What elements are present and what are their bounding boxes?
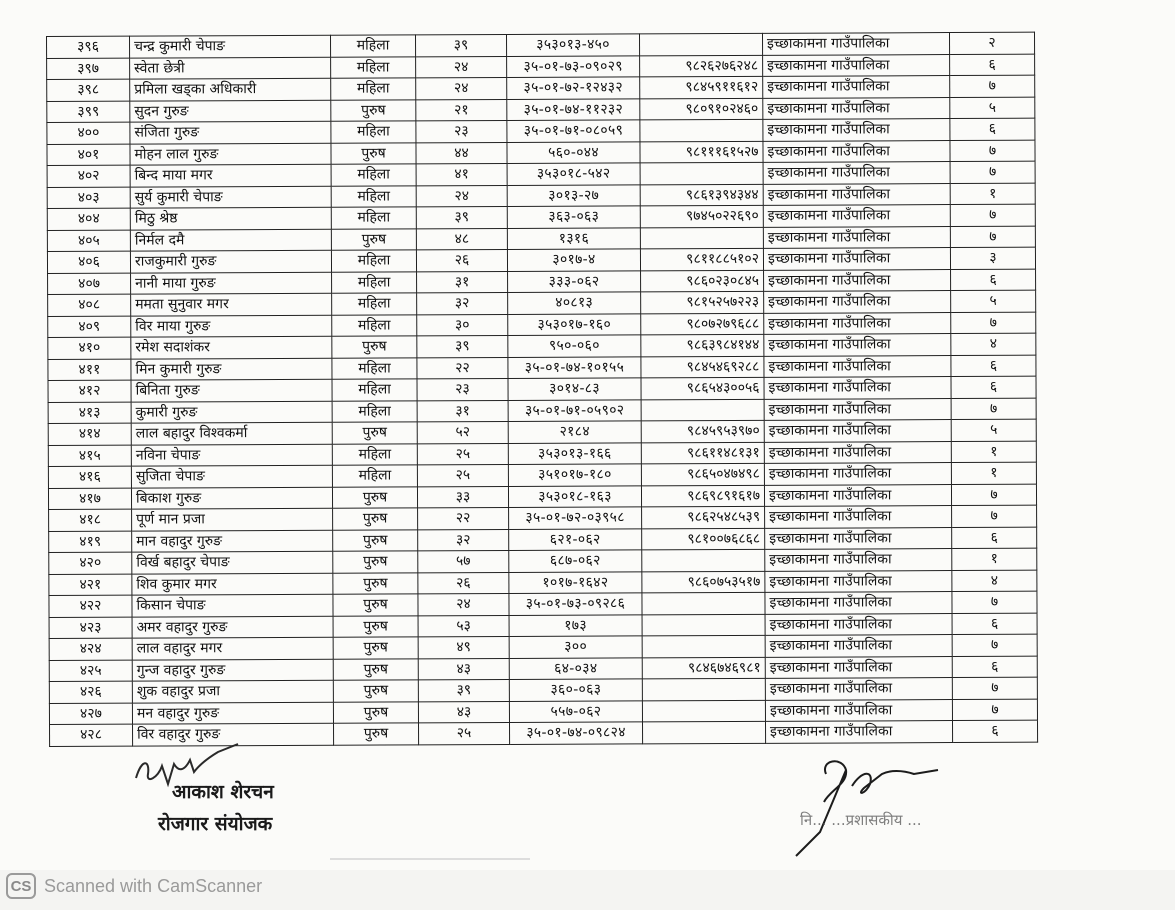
age-cell: ३० <box>417 314 508 336</box>
serial-number-cell: ४११ <box>48 359 131 381</box>
citizenship-number-cell: १३१६ <box>507 227 640 249</box>
phone-cell <box>640 119 763 141</box>
citizenship-number-cell: ३५३०१३-१६६ <box>508 442 641 464</box>
age-cell: २४ <box>416 185 507 207</box>
citizenship-number-cell: ५६०-०४४ <box>507 141 640 163</box>
municipality-cell: इच्छाकामना गाउँपालिका <box>765 678 952 700</box>
municipality-cell: इच्छाकामना गाउँपालिका <box>763 162 950 184</box>
age-cell: २५ <box>419 722 510 744</box>
ward-cell: ७ <box>950 140 1035 162</box>
age-cell: ५३ <box>418 615 509 637</box>
age-cell: ४३ <box>418 658 509 680</box>
camscanner-text: Scanned with CamScanner <box>44 875 263 896</box>
age-cell: ३३ <box>417 486 508 508</box>
name-cell: ममता सुनुवार मगर <box>131 293 332 315</box>
ward-cell: ७ <box>951 312 1036 334</box>
phone-cell: ९८६५०४७४९८ <box>641 463 764 485</box>
phone-cell: ९८६१३९४३४४ <box>640 184 763 206</box>
municipality-cell: इच्छाकामना गाउँपालिका <box>763 140 950 162</box>
citizenship-number-cell: ९५०-०६० <box>508 335 641 357</box>
gender-cell: पुरुष <box>334 723 419 745</box>
phone-cell <box>642 635 765 657</box>
name-cell: किसान चेपाङ <box>132 594 333 616</box>
name-cell: नानी माया गुरुङ <box>131 272 332 294</box>
age-cell: ४९ <box>418 636 509 658</box>
municipality-cell: इच्छाकामना गाउँपालिका <box>763 76 950 98</box>
ward-cell: ४ <box>952 570 1037 592</box>
gender-cell: पुरुष <box>333 658 418 680</box>
phone-cell: ९८६५४३००५६ <box>641 377 764 399</box>
name-cell: निर्मल दमै <box>130 229 331 251</box>
gender-cell: महिला <box>332 293 417 315</box>
age-cell: ५७ <box>418 550 509 572</box>
serial-number-cell: ४१४ <box>48 423 131 445</box>
citizenship-number-cell: ३५३०१८-५४२ <box>507 163 640 185</box>
ward-cell: ६ <box>952 656 1037 678</box>
name-cell: रमेश सदाशंकर <box>131 336 332 358</box>
municipality-cell: इच्छाकामना गाउँपालिका <box>764 355 951 377</box>
municipality-cell: इच्छाकामना गाउँपालिका <box>765 699 952 721</box>
citizenship-number-cell: ३६३-०६३ <box>507 206 640 228</box>
ward-cell: ७ <box>950 204 1035 226</box>
citizenship-number-cell: ३०० <box>509 636 642 658</box>
gender-cell: पुरुष <box>333 572 418 594</box>
ward-cell: ७ <box>950 75 1035 97</box>
citizenship-number-cell: ३५-०१-७४-०९८२४ <box>509 722 642 744</box>
phone-cell <box>642 678 765 700</box>
municipality-cell: इच्छाकामना गाउँपालिका <box>765 635 952 657</box>
serial-number-cell: ४०४ <box>47 208 130 230</box>
age-cell: ४३ <box>418 701 509 723</box>
ward-cell: ७ <box>950 226 1035 248</box>
name-cell: बिकाश गुरुङ <box>131 487 332 509</box>
phone-cell: ९८११८८५१०२ <box>640 248 763 270</box>
gender-cell: महिला <box>332 357 417 379</box>
name-cell: बिनिता गुरुङ <box>131 379 332 401</box>
municipality-cell: इच्छाकामना गाउँपालिका <box>763 54 950 76</box>
serial-number-cell: ४०६ <box>47 251 130 273</box>
name-cell: गुन्ज वहादुर गुरुङ <box>132 659 333 681</box>
gender-cell: पुरुष <box>333 701 418 723</box>
phone-cell: ९८६२५४८५३९ <box>642 506 765 528</box>
ward-cell: ६ <box>951 269 1036 291</box>
serial-number-cell: ४०१ <box>47 144 130 166</box>
age-cell: २६ <box>418 572 509 594</box>
citizenship-number-cell: ६८७-०६२ <box>509 550 642 572</box>
serial-number-cell: ४१३ <box>48 402 131 424</box>
phone-cell: ९८४५९५३९७० <box>641 420 764 442</box>
municipality-cell: इच्छाकामना गाउँपालिका <box>765 527 952 549</box>
phone-cell: ९८०७२७९६८८ <box>641 313 764 335</box>
serial-number-cell: ४२३ <box>49 617 132 639</box>
name-cell: चन्द्र कुमारी चेपाङ <box>130 35 331 57</box>
age-cell: २३ <box>416 120 507 142</box>
serial-number-cell: ३९६ <box>47 36 130 58</box>
phone-cell: ९८४५४६९२८८ <box>641 356 764 378</box>
ward-cell: ५ <box>951 419 1036 441</box>
age-cell: ३१ <box>417 271 508 293</box>
age-cell: ३९ <box>415 34 506 56</box>
age-cell: ३२ <box>418 529 509 551</box>
serial-number-cell: ४०८ <box>48 294 131 316</box>
camscanner-watermark <box>6 872 262 900</box>
gender-cell: पुरुष <box>333 508 418 530</box>
name-cell: नविना चेपाङ <box>131 444 332 466</box>
serial-number-cell: ४२४ <box>49 638 132 660</box>
phone-cell: ९८६०७५३५१७ <box>642 571 765 593</box>
age-cell: २२ <box>417 357 508 379</box>
serial-number-cell: ४१९ <box>49 531 132 553</box>
serial-number-cell: ४१२ <box>48 380 131 402</box>
citizenship-number-cell: ३५१०१७-१८० <box>508 464 641 486</box>
signatory-name: आकाश शेरचन <box>172 781 274 803</box>
serial-number-cell: ४१५ <box>48 445 131 467</box>
gender-cell: महिला <box>332 271 417 293</box>
age-cell: ५२ <box>417 421 508 443</box>
municipality-cell: इच्छाकामना गाउँपालिका <box>763 205 950 227</box>
serial-number-cell: ३९७ <box>47 58 130 80</box>
gender-cell: पुरुष <box>332 486 417 508</box>
municipality-cell: इच्छाकामना गाउँपालिका <box>762 33 949 55</box>
ward-cell: ६ <box>951 355 1036 377</box>
serial-number-cell: ४०५ <box>47 230 130 252</box>
age-cell: २५ <box>417 464 508 486</box>
serial-number-cell: ४०३ <box>47 187 130 209</box>
roster-body <box>47 32 1038 746</box>
ward-cell: ३ <box>950 247 1035 269</box>
serial-number-cell: ४१० <box>48 337 131 359</box>
name-cell: सुजिता चेपाङ <box>131 465 332 487</box>
municipality-cell: इच्छाकामना गाउँपालिका <box>764 377 951 399</box>
age-cell: २४ <box>416 77 507 99</box>
municipality-cell: इच्छाकामना गाउँपालिका <box>764 441 951 463</box>
municipality-cell: इच्छाकामना गाउँपालिका <box>764 463 951 485</box>
ward-cell: ५ <box>951 290 1036 312</box>
municipality-cell: इच्छाकामना गाउँपालिका <box>764 291 951 313</box>
name-cell: मान वहादुर गुरुङ <box>132 530 333 552</box>
serial-number-cell: ४०० <box>47 122 130 144</box>
phone-cell <box>640 227 763 249</box>
municipality-cell: इच्छाकामना गाउँपालिका <box>763 183 950 205</box>
gender-cell: पुरुष <box>333 680 418 702</box>
age-cell: ४८ <box>416 228 507 250</box>
municipality-cell: इच्छाकामना गाउँपालिका <box>763 97 950 119</box>
citizenship-number-cell: ३५-०१-७३-०९०२९ <box>507 55 640 77</box>
name-cell: राजकुमारी गुरुङ <box>130 250 331 272</box>
citizenship-number-cell: ६२१-०६२ <box>509 528 642 550</box>
serial-number-cell: ४२० <box>49 552 132 574</box>
name-cell: विर माया गुरुङ <box>131 315 332 337</box>
municipality-cell: इच्छाकामना गाउँपालिका <box>765 506 952 528</box>
municipality-cell: इच्छाकामना गाउँपालिका <box>764 312 951 334</box>
gender-cell: महिला <box>332 465 417 487</box>
name-cell: मोहन लाल गुरुङ <box>130 143 331 165</box>
ward-cell: ७ <box>950 161 1035 183</box>
ward-cell: २ <box>949 32 1034 54</box>
ward-cell: १ <box>951 462 1036 484</box>
citizenship-number-cell: ३५-०१-७२-१२४३२ <box>507 77 640 99</box>
ward-cell: ६ <box>952 613 1037 635</box>
municipality-cell: इच्छाकामना गाउँपालिका <box>763 248 950 270</box>
ward-cell: ६ <box>950 54 1035 76</box>
gender-cell: पुरुष <box>333 594 418 616</box>
serial-number-cell: ४२१ <box>49 574 132 596</box>
phone-cell: ९८६९८९१६१७ <box>641 485 764 507</box>
gender-cell: पुरुष <box>332 336 417 358</box>
gender-cell: महिला <box>332 314 417 336</box>
phone-cell <box>642 549 765 571</box>
ward-cell: ६ <box>950 118 1035 140</box>
citizenship-number-cell: ३३३-०६२ <box>508 270 641 292</box>
phone-cell: ९८६०२३०८४५ <box>641 270 764 292</box>
citizenship-number-cell: ३५३०१८-१६३ <box>508 485 641 507</box>
gender-cell: पुरुष <box>331 228 416 250</box>
phone-cell <box>641 399 764 421</box>
phone-cell: ९८१५२५७२२३ <box>641 291 764 313</box>
citizenship-number-cell: ३०१७-४ <box>507 249 640 271</box>
age-cell: २३ <box>417 378 508 400</box>
ward-cell: ७ <box>951 484 1036 506</box>
phone-cell <box>642 592 765 614</box>
name-cell: प्रमिला खड्का अधिकारी <box>130 78 331 100</box>
gender-cell: महिला <box>330 35 415 57</box>
name-cell: सुर्य कुमारी चेपाङ <box>130 186 331 208</box>
gender-cell: पुरुष <box>331 142 416 164</box>
citizenship-number-cell: १०१७-१६४२ <box>509 571 642 593</box>
gender-cell: पुरुष <box>333 529 418 551</box>
phone-cell <box>642 700 765 722</box>
citizenship-number-cell: ३५-०१-७४-१०१५५ <box>508 356 641 378</box>
municipality-cell: इच्छाकामना गाउँपालिका <box>764 420 951 442</box>
municipality-cell: इच्छाकामना गाउँपालिका <box>764 269 951 291</box>
signatory-role: रोजगार संयोजक <box>158 813 273 835</box>
serial-number-cell: ४२८ <box>50 724 133 746</box>
ward-cell: १ <box>951 441 1036 463</box>
gender-cell: महिला <box>331 164 416 186</box>
municipality-cell: इच्छाकामना गाउँपालिका <box>765 656 952 678</box>
serial-number-cell: ४०७ <box>48 273 131 295</box>
municipality-cell: इच्छाकामना गाउँपालिका <box>765 592 952 614</box>
ward-cell: ७ <box>952 591 1037 613</box>
name-cell: सुदन गुरुङ <box>130 100 331 122</box>
citizenship-number-cell: ३५-०१-७२-०३९५८ <box>509 507 642 529</box>
ward-cell: १ <box>952 548 1037 570</box>
age-cell: २४ <box>418 593 509 615</box>
citizenship-number-cell: ३५३०१७-१६० <box>508 313 641 335</box>
age-cell: २२ <box>418 507 509 529</box>
gender-cell: महिला <box>331 56 416 78</box>
citizenship-number-cell: ६४-०३४ <box>509 657 642 679</box>
gender-cell: महिला <box>331 78 416 100</box>
citizenship-number-cell: १७३ <box>509 614 642 636</box>
serial-number-cell: ४२६ <box>49 681 132 703</box>
municipality-cell: इच्छाकामना गाउँपालिका <box>765 549 952 571</box>
name-cell: स्वेता छेत्री <box>130 57 331 79</box>
name-cell: संजिता गुरुङ <box>130 121 331 143</box>
age-cell: ३९ <box>416 206 507 228</box>
citizenship-number-cell: ३५-०१-७१-०५९०२ <box>508 399 641 421</box>
phone-cell: ९८६११४८१३१ <box>641 442 764 464</box>
municipality-cell: इच्छाकामना गाउँपालिका <box>763 119 950 141</box>
citizenship-number-cell: ३५३०१३-४५० <box>506 34 639 56</box>
age-cell: २१ <box>416 99 507 121</box>
phone-cell <box>640 162 763 184</box>
citizenship-number-cell: ४०८१३ <box>508 292 641 314</box>
name-cell: कुमारी गुरुङ <box>131 401 332 423</box>
municipality-cell: इच्छाकामना गाउँपालिका <box>765 570 952 592</box>
ward-cell: ५ <box>950 97 1035 119</box>
name-cell: शिव कुमार मगर <box>132 573 333 595</box>
serial-number-cell: ४०९ <box>48 316 131 338</box>
municipality-cell: इच्छाकामना गाउँपालिका <box>765 721 952 743</box>
name-cell: मन वहादुर गुरुङ <box>132 702 333 724</box>
ward-cell: १ <box>950 183 1035 205</box>
ward-cell: ६ <box>951 376 1036 398</box>
serial-number-cell: ४१६ <box>48 466 131 488</box>
serial-number-cell: ४२२ <box>49 595 132 617</box>
signature-scribble-right <box>790 740 940 860</box>
ward-cell: ७ <box>952 677 1037 699</box>
office-stamp-text: नि... ...प्रशासकीय ... <box>800 811 922 829</box>
municipality-cell: इच्छाकामना गाउँपालिका <box>764 398 951 420</box>
citizenship-number-cell: ३५-०१-७४-११२३२ <box>507 98 640 120</box>
ward-cell: ७ <box>951 398 1036 420</box>
phone-cell: ९८२६२७६२४८ <box>640 55 763 77</box>
gender-cell: महिला <box>331 121 416 143</box>
citizenship-number-cell: २१८४ <box>508 421 641 443</box>
municipality-cell: इच्छाकामना गाउँपालिका <box>764 334 951 356</box>
citizenship-number-cell: ३०१३-२७ <box>507 184 640 206</box>
gender-cell: महिला <box>331 207 416 229</box>
phone-cell: ९८६३९८४१४४ <box>641 334 764 356</box>
name-cell: लाल वहादुर मगर <box>132 637 333 659</box>
serial-number-cell: ४०२ <box>47 165 130 187</box>
gender-cell: पुरुष <box>333 637 418 659</box>
name-cell: बिन्द माया मगर <box>130 164 331 186</box>
name-cell: मिन कुमारी गुरुङ <box>131 358 332 380</box>
ward-cell: ६ <box>952 527 1037 549</box>
municipality-cell: इच्छाकामना गाउँपालिका <box>763 226 950 248</box>
ward-cell: ६ <box>952 720 1037 742</box>
employment-roster-table <box>46 32 1038 747</box>
age-cell: २६ <box>416 249 507 271</box>
phone-cell: ९८१००७६८६८ <box>642 528 765 550</box>
municipality-cell: इच्छाकामना गाउँपालिका <box>765 613 952 635</box>
phone-cell: ९७४५०२२६९० <box>640 205 763 227</box>
name-cell: शुक वहादुर प्रजा <box>132 680 333 702</box>
name-cell: मिठु श्रेष्ठ <box>130 207 331 229</box>
serial-number-cell: ३९९ <box>47 101 130 123</box>
citizenship-number-cell: ३६०-०६३ <box>509 679 642 701</box>
gender-cell: महिला <box>332 400 417 422</box>
ward-cell: ४ <box>951 333 1036 355</box>
name-cell: पूर्ण मान प्रजा <box>132 508 333 530</box>
citizenship-number-cell: ३०१४-८३ <box>508 378 641 400</box>
age-cell: ३२ <box>417 292 508 314</box>
age-cell: २५ <box>417 443 508 465</box>
gender-cell: पुरुष <box>331 99 416 121</box>
age-cell: ३९ <box>418 679 509 701</box>
ward-cell: ७ <box>952 634 1037 656</box>
name-cell: विर्ख बहादुर चेपाङ <box>132 551 333 573</box>
citizenship-number-cell: ५५७-०६२ <box>509 700 642 722</box>
citizenship-number-cell: ३५-०१-७३-०९२८६ <box>509 593 642 615</box>
serial-number-cell: ४१७ <box>48 488 131 510</box>
faint-rule <box>330 858 530 860</box>
name-cell: विर वहादुर गुरुङ <box>133 723 334 745</box>
ward-cell: ७ <box>952 699 1037 721</box>
phone-cell: ९८०९१०२४६० <box>640 98 763 120</box>
age-cell: ३९ <box>417 335 508 357</box>
camscanner-logo-icon: CS <box>6 873 36 899</box>
gender-cell: पुरुष <box>333 551 418 573</box>
serial-number-cell: ४१८ <box>49 509 132 531</box>
gender-cell: महिला <box>332 379 417 401</box>
gender-cell: पुरुष <box>333 615 418 637</box>
name-cell: लाल बहादुर विश्वकर्मा <box>131 422 332 444</box>
phone-cell <box>642 614 765 636</box>
age-cell: ४१ <box>416 163 507 185</box>
age-cell: ३१ <box>417 400 508 422</box>
phone-cell: ९८४६७४६९८१ <box>642 657 765 679</box>
gender-cell: महिला <box>331 185 416 207</box>
gender-cell: महिला <box>332 443 417 465</box>
phone-cell: ९८१११६१५२७ <box>640 141 763 163</box>
age-cell: २४ <box>416 56 507 78</box>
ward-cell: ७ <box>952 505 1037 527</box>
phone-cell <box>639 33 762 55</box>
serial-number-cell: ४२५ <box>49 660 132 682</box>
gender-cell: महिला <box>331 250 416 272</box>
phone-cell: ९८४५९११६१२ <box>640 76 763 98</box>
age-cell: ४४ <box>416 142 507 164</box>
serial-number-cell: ३९८ <box>47 79 130 101</box>
municipality-cell: इच्छाकामना गाउँपालिका <box>764 484 951 506</box>
serial-number-cell: ४२७ <box>49 703 132 725</box>
gender-cell: पुरुष <box>332 422 417 444</box>
citizenship-number-cell: ३५-०१-७१-०८०५९ <box>507 120 640 142</box>
phone-cell <box>642 721 765 743</box>
name-cell: अमर वहादुर गुरुङ <box>132 616 333 638</box>
